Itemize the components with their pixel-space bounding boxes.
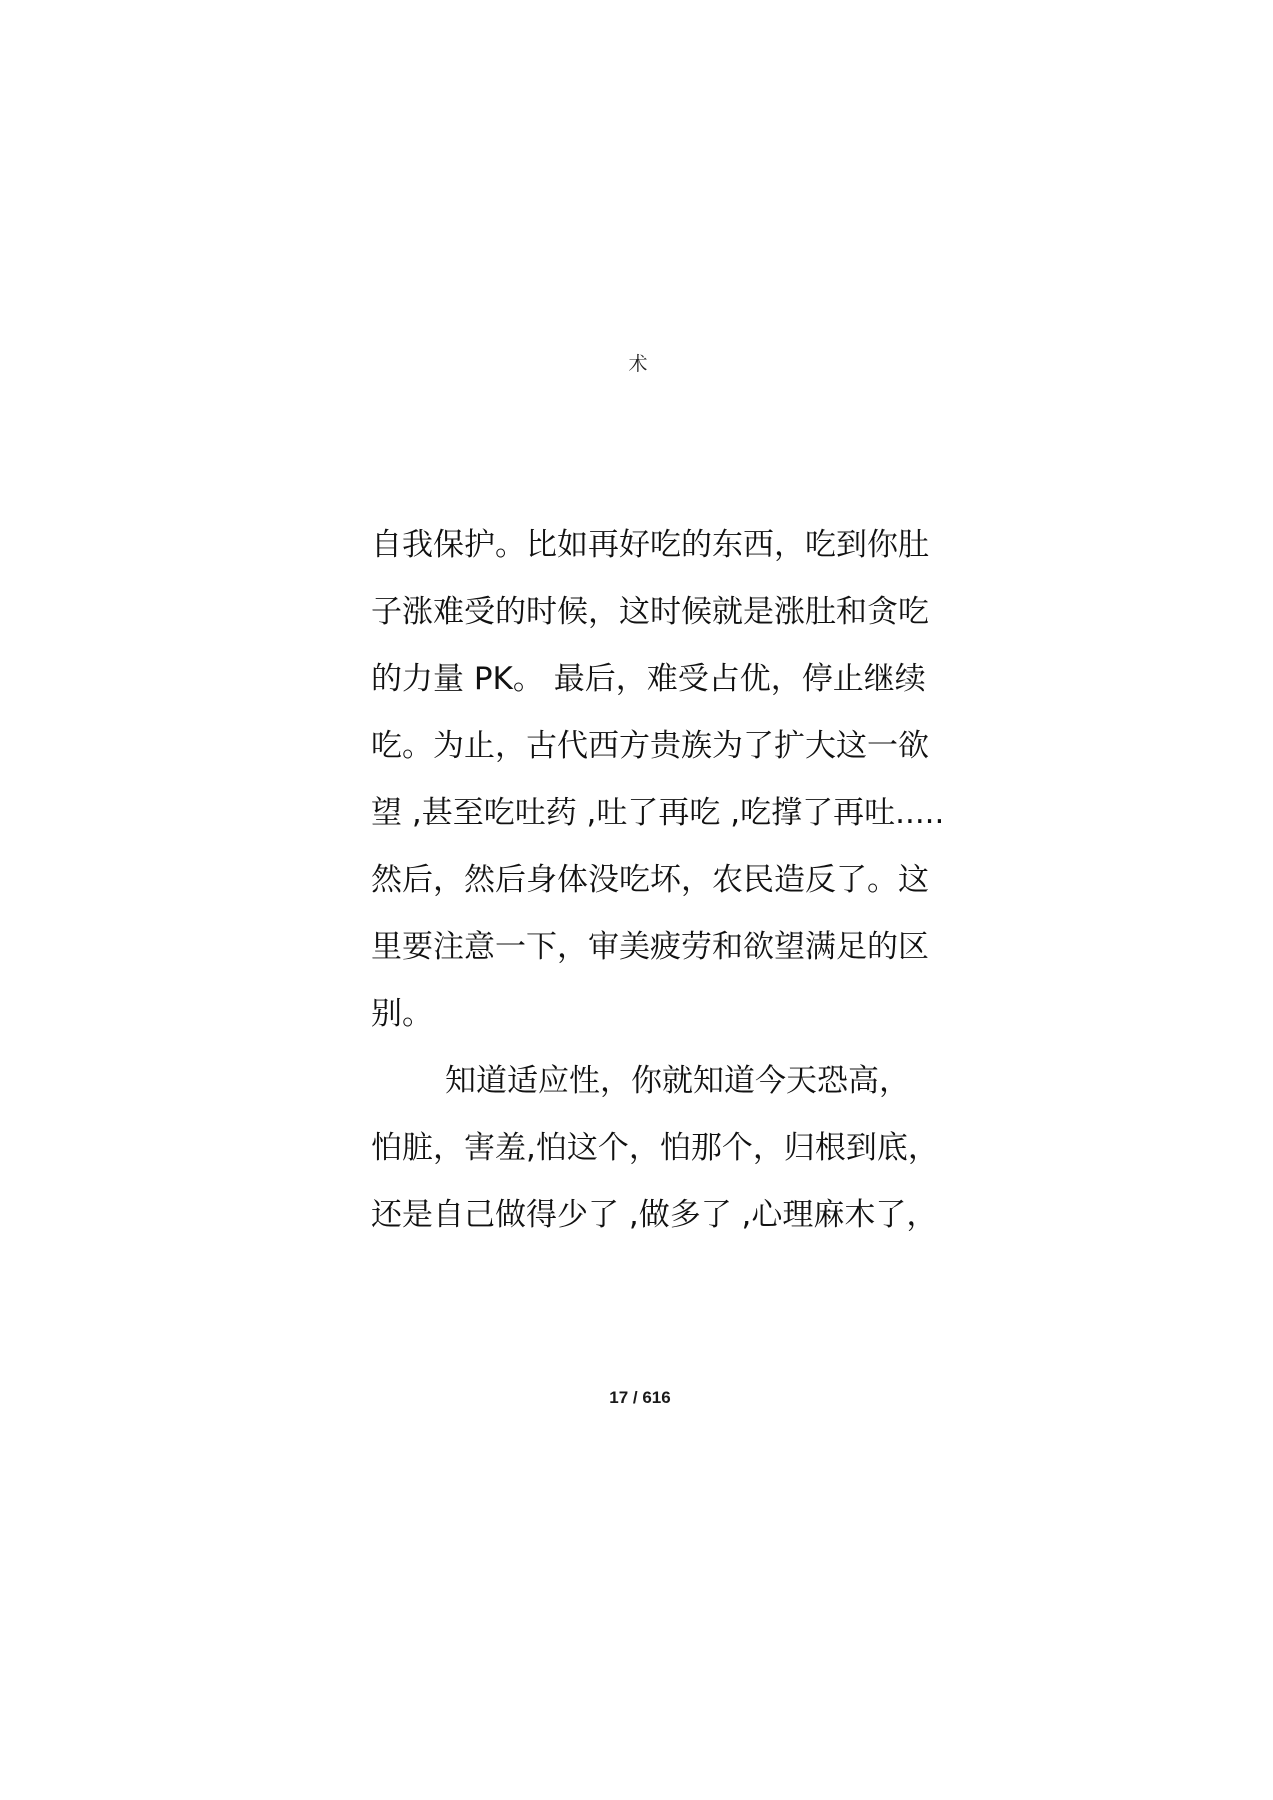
page-number: 17 / 616 <box>609 1388 671 1407</box>
paragraph-first-line: 知道适应性，你就知道今天恐高， <box>445 1063 910 1099</box>
text-line: 子涨难受的时候，这时候就是涨肚和贪吃 <box>371 594 929 630</box>
text-line: 自我保护。比如再好吃的东西，吃到你肚 <box>371 527 929 563</box>
text-line: 望 ,甚至吃吐药 ,吐了再吃 ,吃撑了再吐..... <box>371 795 945 831</box>
text-line: 别。 <box>371 996 433 1032</box>
body-text <box>371 512 945 1249</box>
running-header-mark: 术 <box>628 353 648 375</box>
text-line: 吃。为止，古代西方贵族为了扩大这一欲 <box>371 728 929 764</box>
text-line: 的力量 PK。 最后，难受占优，停止继续 <box>371 661 926 697</box>
text-line: 里要注意一下，审美疲劳和欲望满足的区 <box>371 929 929 965</box>
text-line: 然后，然后身体没吃坏，农民造反了。这 <box>371 862 929 898</box>
text-line: 怕脏，害羞,怕这个，怕那个，归根到底， <box>371 1130 939 1166</box>
text-line: 还是自己做得少了 ,做多了 ,心理麻木了， <box>371 1197 938 1233</box>
